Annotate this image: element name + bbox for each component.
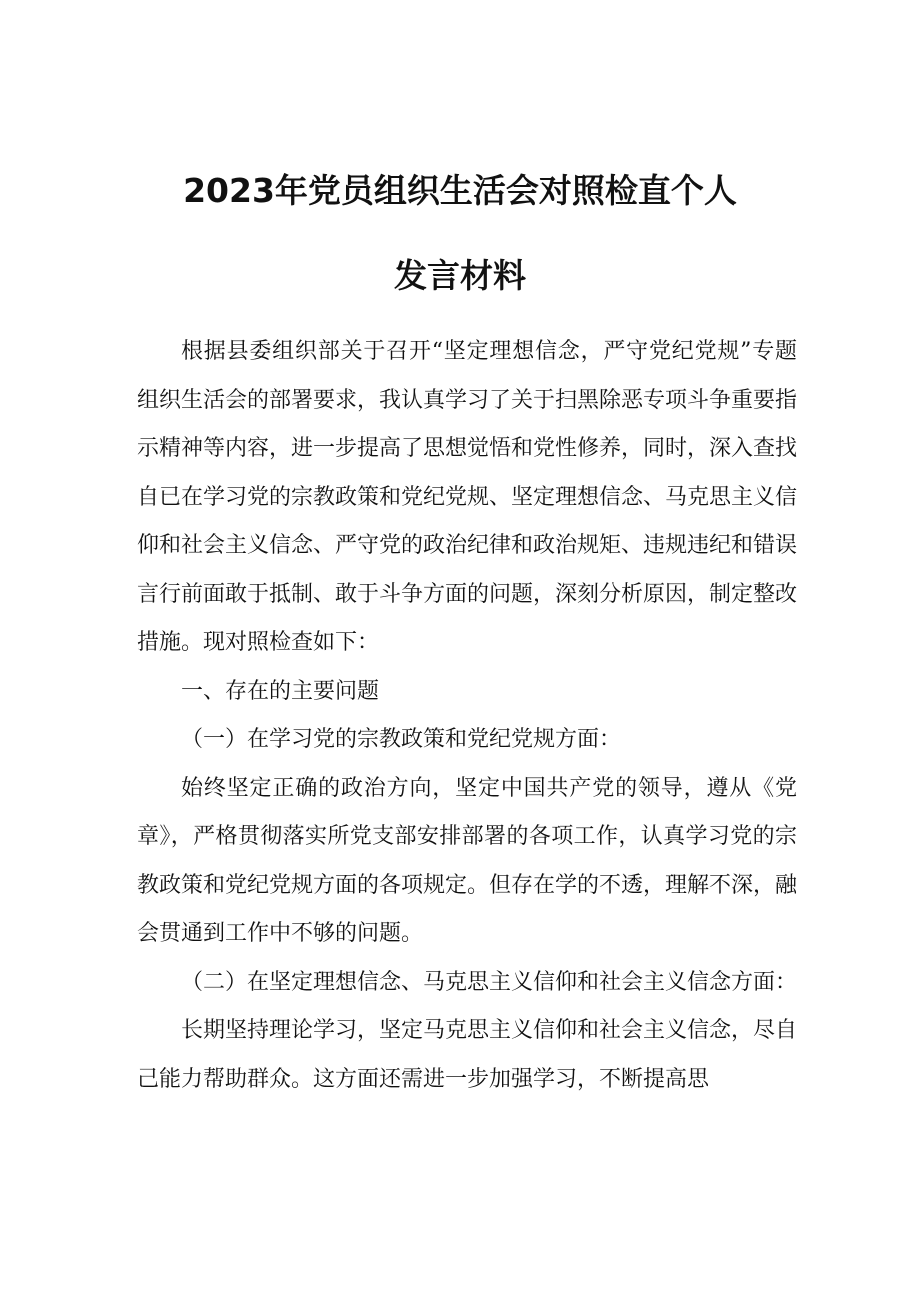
sub-paragraph-2: 长期坚持理论学习，坚定马克思主义信仰和社会主义信念，尽自己能力帮助群众。这方面还需进一步加强学习，不断提高思 — [137, 1018, 798, 1092]
document-title-line-1: 2023年党员组织生活会对照检直个人 — [183, 171, 737, 210]
sub-heading-2: （二）在坚定理想信念、马克思主义信仰和社会主义信念方面： — [181, 969, 798, 995]
section-heading-problems: 一、存在的主要问题 — [181, 678, 380, 704]
intro-paragraph: 根据县委组织部关于召开“坚定理想信念，严守党纪党规”专题组织生活会的部署要求，我认真学习了关于扫黑除恶专项斗争重要指示精神等内容，进一步提高了思想觉悟和党性修养，同时，深入查找自已在学习党的宗教政策和党纪党规、坚定理想信念、马克思主义信仰和社会主义信念、严守党的政治纪律和政治规矩、违规违纪和错误言行前面敢于抵制、敢于斗争方面的问题，深刻分析原因，制定整改措施。现对照检查如下： — [137, 339, 798, 655]
sub-paragraph-1: 始终坚定正确的政治方向，坚定中国共产党的领导，遵从《党章》，严格贯彻落实所党支部安排部署的各项工作，认真学习党的宗教政策和党纪党规方面的各项规定。但存在学的不透，理解不深，融会贯通到工作中不够的问题。 — [137, 775, 798, 946]
document-title-line-2: 发言材料 — [394, 256, 526, 295]
sub-heading-1: （一）在学习党的宗教政策和党纪党规方面： — [181, 727, 622, 752]
document-body — [137, 328, 797, 1104]
